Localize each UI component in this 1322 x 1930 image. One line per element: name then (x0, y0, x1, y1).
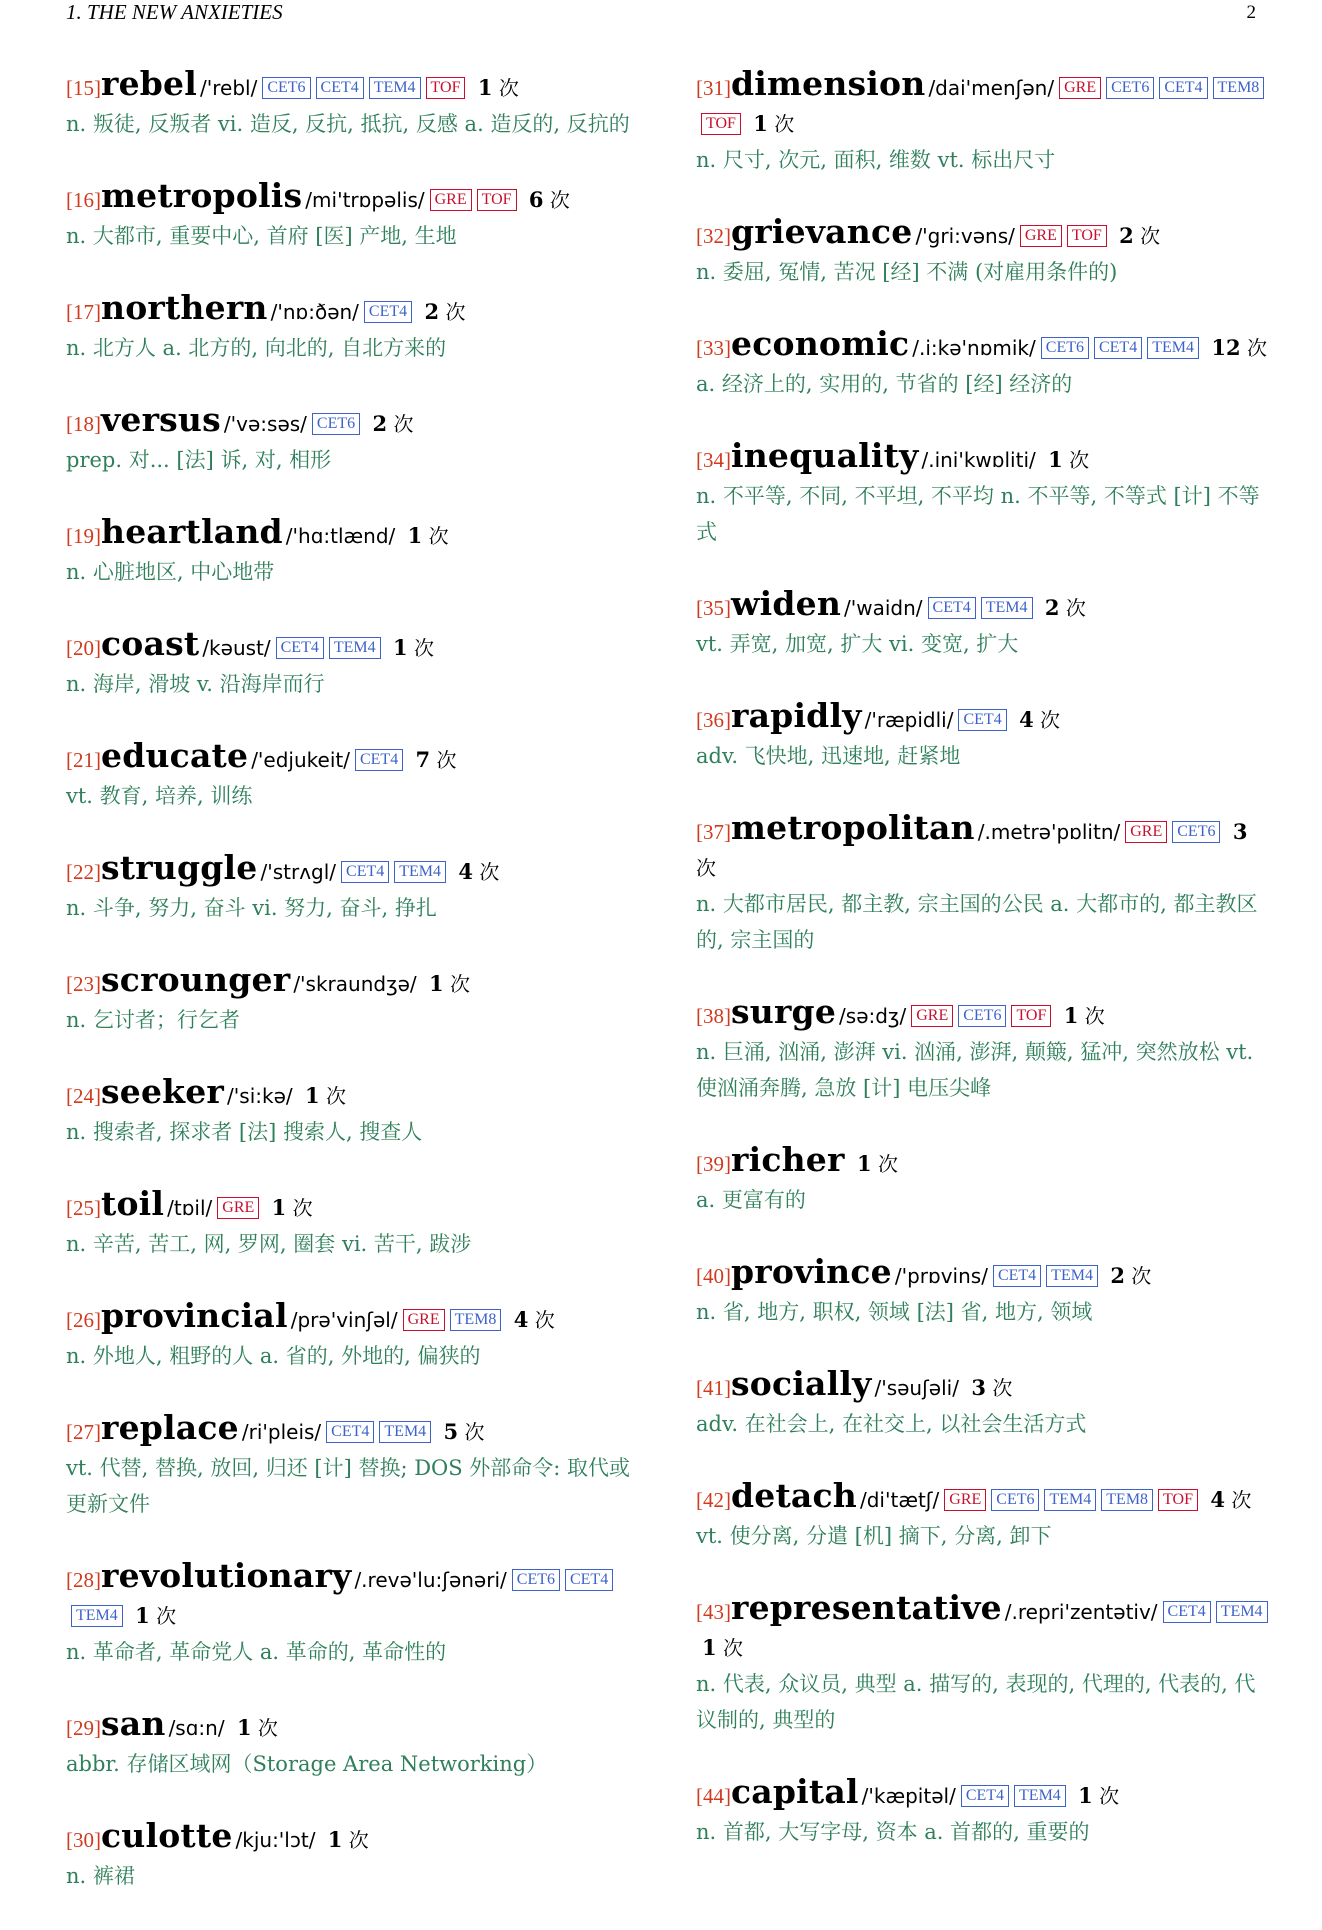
occurrence-unit: 次 (348, 1828, 369, 1852)
entry-index: [25] (66, 1196, 101, 1220)
entry-phonetic: /'hɑ:tlænd/ (285, 524, 396, 548)
occurrence-unit: 次 (498, 76, 519, 100)
entry-word: culotte (101, 1816, 233, 1855)
occurrence-unit: 次 (1246, 336, 1267, 360)
vocab-entry (696, 438, 1268, 550)
entry-headline (66, 1706, 636, 1746)
entry-phonetic: /mi'trɒpəlis/ (305, 188, 425, 212)
entry-definition: vt. 弄宽, 加宽, 扩大 vi. 变宽, 扩大 (696, 632, 1019, 656)
occurrence-count: 1 (304, 1083, 320, 1108)
occurrence-unit: 次 (1131, 1264, 1152, 1288)
exam-tag-badge: TEM4 (369, 77, 421, 99)
exam-tag-badge: TEM4 (1216, 1601, 1268, 1623)
exam-tag-badge: TOF (1011, 1005, 1051, 1027)
occurrence-count: 6 (528, 187, 544, 212)
occurrence-count: 3 (1232, 819, 1248, 844)
entry-index: [18] (66, 412, 101, 436)
entry-definition: n. 尺寸, 次元, 面积, 维数 vt. 标出尺寸 (696, 148, 1056, 172)
occurrence-count: 7 (415, 747, 431, 772)
occurrence-count: 1 (1078, 1783, 1093, 1808)
exam-tag-badge: CET6 (958, 1005, 1006, 1027)
entry-headline (66, 402, 636, 442)
exam-tag-badge: GRE (1020, 225, 1062, 247)
entry-index: [39] (696, 1152, 731, 1176)
page-number: 2 (1246, 2, 1256, 23)
entry-phonetic: /'edjukeit/ (251, 748, 350, 772)
vocab-entry (66, 1186, 636, 1262)
vocab-entry (66, 402, 636, 478)
occurrence-unit: 次 (877, 1152, 898, 1176)
entry-word: rapidly (731, 696, 862, 735)
entry-headline (66, 626, 636, 666)
exam-tag-badge: CET6 (262, 77, 310, 99)
vocab-entry (696, 1366, 1268, 1442)
entry-phonetic: /'prɒvins/ (894, 1264, 988, 1288)
occurrence-unit: 次 (436, 748, 457, 772)
entry-headline (66, 1074, 636, 1114)
entry-phonetic: /'rebl/ (200, 76, 258, 100)
occurrence-count: 3 (971, 1375, 986, 1400)
occurrence-unit: 次 (1084, 1004, 1105, 1028)
exam-tag-badge: CET4 (1159, 77, 1207, 99)
entry-word: coast (101, 624, 200, 663)
entry-headline (696, 1590, 1268, 1666)
entry-definition: n. 外地人, 粗野的人 a. 省的, 外地的, 偏狭的 (66, 1344, 481, 1368)
entry-word: richer (731, 1140, 845, 1179)
entry-index: [16] (66, 188, 101, 212)
entry-phonetic: /sə:dʒ/ (839, 1004, 907, 1028)
exam-tag-badge: GRE (1125, 821, 1167, 843)
exam-tag-badge: GRE (430, 189, 472, 211)
occurrence-count: 2 (424, 299, 440, 324)
entry-definition: n. 大都市, 重要中心, 首府 [医] 产地, 生地 (66, 224, 457, 248)
exam-tag-badge: TEM4 (981, 597, 1033, 619)
entry-index: [19] (66, 524, 101, 548)
entry-index: [22] (66, 860, 101, 884)
entry-definition: n. 海岸, 滑坡 v. 沿海岸而行 (66, 672, 325, 696)
vocab-entry (66, 178, 636, 254)
entry-index: [38] (696, 1004, 731, 1028)
entry-index: [29] (66, 1716, 101, 1740)
entry-headline (66, 850, 636, 890)
exam-tag-badge: CET4 (565, 1569, 613, 1591)
exam-tag-badge: TEM4 (1046, 1265, 1098, 1287)
entry-headline (66, 1410, 636, 1450)
occurrence-unit: 次 (696, 856, 716, 880)
entry-word: metropolitan (731, 808, 975, 847)
entry-headline (66, 66, 636, 106)
entry-phonetic: /.metrə'pɒlitn/ (977, 820, 1121, 844)
entry-phonetic: /dai'menʃən/ (928, 76, 1055, 100)
exam-tag-badge: CET6 (1172, 821, 1220, 843)
occurrence-unit: 次 (413, 636, 434, 660)
entry-index: [28] (66, 1568, 101, 1592)
entry-definition: vt. 代替, 替换, 放回, 归还 [计] 替换; DOS 外部命令: 取代或更新文件 (66, 1456, 631, 1516)
occurrence-unit: 次 (774, 112, 795, 136)
entry-word: grievance (731, 212, 913, 251)
entry-index: [30] (66, 1828, 101, 1852)
entry-definition: n. 裤裙 (66, 1864, 135, 1888)
entry-headline (66, 290, 636, 330)
entry-phonetic: /di'tætʃ/ (859, 1488, 940, 1512)
occurrence-unit: 次 (1065, 596, 1086, 620)
exam-tag-badge: CET4 (364, 301, 412, 323)
vocab-entry (696, 698, 1268, 774)
entry-headline (66, 1558, 636, 1634)
entry-index: [27] (66, 1420, 101, 1444)
entry-index: [21] (66, 748, 101, 772)
exam-tag-badge: GRE (944, 1489, 986, 1511)
entry-phonetic: /'və:səs/ (223, 412, 307, 436)
entry-definition: n. 代表, 众议员, 典型 a. 描写的, 表现的, 代理的, 代表的, 代议制的, 典型的 (696, 1672, 1256, 1732)
entry-definition: adv. 飞快地, 迅速地, 赶紧地 (696, 744, 961, 768)
entry-definition: n. 大都市居民, 都主教, 宗主国的公民 a. 大都市的, 都主教区的, 宗主国的 (696, 892, 1258, 952)
vocab-entry (66, 1410, 636, 1522)
occurrence-count: 2 (1044, 595, 1060, 620)
occurrence-unit: 次 (156, 1604, 177, 1628)
entry-phonetic: /'strʌgl/ (260, 860, 337, 884)
exam-tag-badge: CET6 (312, 413, 360, 435)
entry-index: [17] (66, 300, 101, 324)
entry-headline (696, 698, 1268, 738)
occurrence-unit: 次 (1099, 1784, 1120, 1808)
entry-headline (696, 1142, 1268, 1182)
vocab-entry (696, 810, 1268, 958)
entry-definition: a. 更富有的 (696, 1188, 806, 1212)
entry-index: [23] (66, 972, 101, 996)
exam-tag-badge: CET6 (512, 1569, 560, 1591)
vocab-entry (696, 326, 1268, 402)
left-column (66, 66, 636, 1930)
exam-tag-badge: CET4 (316, 77, 364, 99)
entry-index: [43] (696, 1600, 731, 1624)
entry-definition: abbr. 存储区域网（Storage Area Networking） (66, 1752, 548, 1776)
entry-word: revolutionary (101, 1556, 352, 1595)
entry-definition: n. 首都, 大写字母, 资本 a. 首都的, 重要的 (696, 1820, 1090, 1844)
vocab-entry (66, 514, 636, 590)
occurrence-count: 2 (1110, 1263, 1125, 1288)
exam-tag-badge: CET4 (355, 749, 403, 771)
chapter-title: 1. THE NEW ANXIETIES (66, 0, 283, 24)
occurrence-unit: 次 (549, 188, 570, 212)
entry-headline (66, 738, 636, 778)
vocab-entry (66, 962, 636, 1038)
vocab-entry (696, 1774, 1268, 1850)
vocab-entry (696, 1478, 1268, 1554)
exam-tag-badge: TEM4 (394, 861, 446, 883)
vocab-entry (66, 1298, 636, 1374)
occurrence-count: 1 (477, 75, 493, 100)
entry-word: capital (731, 1772, 859, 1811)
entry-definition: n. 北方人 a. 北方的, 向北的, 自北方来的 (66, 336, 447, 360)
exam-tag-badge: TEM8 (1213, 77, 1265, 99)
exam-tag-badge: CET6 (1106, 77, 1154, 99)
exam-tag-badge: TEM8 (1101, 1489, 1153, 1511)
vocab-entry (696, 994, 1268, 1106)
exam-tag-badge: CET4 (961, 1785, 1009, 1807)
entry-index: [20] (66, 636, 101, 660)
entry-definition: n. 不平等, 不同, 不平坦, 不平均 n. 不平等, 不等式 [计] 不等式 (696, 484, 1260, 544)
entry-word: widen (731, 584, 842, 623)
entry-word: replace (101, 1408, 239, 1447)
entry-phonetic: /'nɒ:ðən/ (270, 300, 359, 324)
entry-headline (696, 586, 1268, 626)
exam-tag-badge: CET4 (1163, 1601, 1211, 1623)
exam-tag-badge: CET6 (1041, 337, 1089, 359)
vocab-entry (696, 1142, 1268, 1218)
occurrence-count: 12 (1211, 335, 1241, 360)
occurrence-count: 5 (443, 1419, 459, 1444)
entry-word: inequality (731, 436, 919, 475)
entry-phonetic: /'skraundʒə/ (293, 972, 417, 996)
exam-tag-badge: TOF (1158, 1489, 1198, 1511)
entry-word: versus (101, 400, 221, 439)
occurrence-count: 1 (392, 635, 408, 660)
exam-tag-badge: CET6 (991, 1489, 1039, 1511)
entry-definition: vt. 使分离, 分遣 [机] 摘下, 分离, 卸下 (696, 1524, 1052, 1548)
entry-definition: n. 斗争, 努力, 奋斗 vi. 努力, 奋斗, 挣扎 (66, 896, 437, 920)
exam-tag-badge: TOF (701, 113, 741, 135)
exam-tag-badge: CET4 (1094, 337, 1142, 359)
occurrence-unit: 次 (722, 1636, 743, 1660)
occurrence-unit: 次 (445, 300, 466, 324)
entry-word: detach (731, 1476, 857, 1515)
entry-headline (696, 1478, 1268, 1518)
occurrence-unit: 次 (992, 1376, 1013, 1400)
exam-tag-badge: CET4 (276, 637, 324, 659)
entry-word: socially (731, 1364, 872, 1403)
entry-word: metropolis (101, 176, 303, 215)
exam-tag-badge: GRE (1059, 77, 1101, 99)
entry-index: [15] (66, 76, 101, 100)
entry-headline (696, 438, 1268, 478)
vocab-entry (696, 1254, 1268, 1330)
exam-tag-badge: TOF (1067, 225, 1107, 247)
entry-definition: prep. 对... [法] 诉, 对, 相形 (66, 448, 332, 472)
occurrence-count: 1 (1048, 447, 1063, 472)
exam-tag-badge: CET4 (326, 1421, 374, 1443)
entry-headline (66, 1298, 636, 1338)
exam-tag-badge: CET4 (993, 1265, 1041, 1287)
entry-definition: n. 乞讨者；行乞者 (66, 1008, 240, 1032)
exam-tag-badge: TEM4 (1014, 1785, 1066, 1807)
entry-headline (66, 178, 636, 218)
exam-tag-badge: CET4 (958, 709, 1006, 731)
entry-index: [32] (696, 224, 731, 248)
occurrence-unit: 次 (479, 860, 500, 884)
entry-definition: n. 巨涌, 汹涌, 澎湃 vi. 汹涌, 澎湃, 颠簸, 猛冲, 突然放松 vt. 使汹涌奔腾, 急放 [计] 电压尖峰 (696, 1040, 1254, 1100)
entry-index: [26] (66, 1308, 101, 1332)
entry-index: [36] (696, 708, 731, 732)
vocab-entry (66, 1558, 636, 1670)
exam-tag-badge: TEM4 (1044, 1489, 1096, 1511)
vocab-entry (696, 214, 1268, 290)
entry-definition: n. 心脏地区, 中心地带 (66, 560, 275, 584)
occurrence-unit: 次 (534, 1308, 555, 1332)
exam-tag-badge: CET4 (928, 597, 976, 619)
occurrence-count: 1 (429, 971, 444, 996)
vocab-entry (66, 66, 636, 142)
entry-index: [35] (696, 596, 731, 620)
entry-word: northern (101, 288, 268, 327)
vocab-entry (66, 626, 636, 702)
entry-word: representative (731, 1588, 1002, 1627)
occurrence-count: 1 (753, 111, 768, 136)
entry-word: heartland (101, 512, 283, 551)
entry-phonetic: /'gri:vəns/ (915, 224, 1015, 248)
entry-definition: n. 省, 地方, 职权, 领域 [法] 省, 地方, 领域 (696, 1300, 1093, 1324)
entry-word: toil (101, 1184, 165, 1223)
exam-tag-badge: TEM4 (329, 637, 381, 659)
exam-tag-badge: TEM8 (450, 1309, 502, 1331)
vocab-entry (66, 738, 636, 814)
occurrence-unit: 次 (1140, 224, 1161, 248)
entry-phonetic: /'si:kə/ (227, 1084, 293, 1108)
entry-headline (696, 214, 1268, 254)
entry-word: provincial (101, 1296, 288, 1335)
entry-word: san (101, 1704, 166, 1743)
occurrence-unit: 次 (1040, 708, 1061, 732)
entry-index: [24] (66, 1084, 101, 1108)
occurrence-unit: 次 (464, 1420, 485, 1444)
entry-phonetic: /'səuʃəli/ (874, 1376, 959, 1400)
entry-phonetic: /'waidn/ (844, 596, 923, 620)
exam-tag-badge: TOF (426, 77, 466, 99)
exam-tag-badge: CET4 (341, 861, 389, 883)
entry-phonetic: /.ini'kwɒliti/ (921, 448, 1036, 472)
page-header (66, 0, 1256, 30)
occurrence-count: 4 (1019, 707, 1034, 732)
exam-tag-badge: TEM4 (71, 1605, 123, 1627)
exam-tag-badge: TEM4 (379, 1421, 431, 1443)
entry-definition: adv. 在社会上, 在社交上, 以社会生活方式 (696, 1412, 1087, 1436)
entry-headline (66, 514, 636, 554)
entry-index: [31] (696, 76, 731, 100)
vocab-entry (696, 1590, 1268, 1738)
entry-phonetic: /.repri'zentətiv/ (1004, 1600, 1158, 1624)
exam-tag-badge: TEM4 (1147, 337, 1199, 359)
entry-headline (696, 1774, 1268, 1814)
vocab-entry (66, 290, 636, 366)
entry-word: educate (101, 736, 249, 775)
entry-headline (66, 1818, 636, 1858)
occurrence-unit: 次 (325, 1084, 346, 1108)
entry-index: [34] (696, 448, 731, 472)
entry-word: struggle (101, 848, 258, 887)
entry-index: [42] (696, 1488, 731, 1512)
occurrence-unit: 次 (450, 972, 471, 996)
entry-definition: a. 经济上的, 实用的, 节省的 [经] 经济的 (696, 372, 1073, 396)
entry-headline (696, 810, 1268, 886)
occurrence-count: 1 (1063, 1003, 1079, 1028)
entry-index: [41] (696, 1376, 731, 1400)
vocab-entry (66, 1074, 636, 1150)
occurrence-count: 1 (702, 1635, 717, 1660)
entry-word: dimension (731, 64, 926, 103)
exam-tag-badge: TOF (477, 189, 517, 211)
entry-definition: n. 搜索者, 探求者 [法] 搜索人, 搜查人 (66, 1120, 423, 1144)
entry-word: scrounger (101, 960, 291, 999)
entry-headline (696, 326, 1268, 366)
occurrence-count: 1 (407, 523, 423, 548)
exam-tag-badge: GRE (403, 1309, 445, 1331)
entry-definition: n. 叛徒, 反叛者 vi. 造反, 反抗, 抵抗, 反感 a. 造反的, 反抗的 (66, 112, 630, 136)
occurrence-count: 2 (372, 411, 388, 436)
occurrence-count: 1 (271, 1195, 287, 1220)
entry-word: surge (731, 992, 837, 1031)
occurrence-unit: 次 (292, 1196, 313, 1220)
vocab-entry (696, 586, 1268, 662)
vocab-entry (696, 66, 1268, 178)
entry-headline (66, 962, 636, 1002)
vocab-entry (66, 850, 636, 926)
occurrence-count: 1 (327, 1827, 343, 1852)
entry-word: seeker (101, 1072, 225, 1111)
occurrence-unit: 次 (1231, 1488, 1252, 1512)
right-column (696, 66, 1268, 1886)
entry-definition: vt. 教育, 培养, 训练 (66, 784, 253, 808)
occurrence-count: 1 (856, 1151, 872, 1176)
vocab-entry (66, 1706, 636, 1782)
entry-phonetic: /tɒil/ (167, 1196, 213, 1220)
occurrence-unit: 次 (428, 524, 449, 548)
entry-headline (66, 1186, 636, 1226)
occurrence-unit: 次 (1069, 448, 1090, 472)
entry-phonetic: /sɑ:n/ (168, 1716, 225, 1740)
entry-phonetic: /.revə'lu:ʃənəri/ (354, 1568, 507, 1592)
entry-index: [44] (696, 1784, 731, 1808)
entry-headline (696, 994, 1268, 1034)
entry-definition: n. 革命者, 革命党人 a. 革命的, 革命性的 (66, 1640, 447, 1664)
occurrence-count: 4 (513, 1307, 529, 1332)
entry-headline (696, 1366, 1268, 1406)
vocab-entry (66, 1818, 636, 1894)
entry-definition: n. 辛苦, 苦工, 网, 罗网, 圈套 vi. 苦干, 跋涉 (66, 1232, 472, 1256)
occurrence-count: 4 (458, 859, 474, 884)
entry-headline (696, 66, 1268, 142)
entry-phonetic: /'kæpitəl/ (861, 1784, 956, 1808)
exam-tag-badge: GRE (217, 1197, 259, 1219)
entry-phonetic: /.i:kə'nɒmik/ (912, 336, 1036, 360)
entry-index: [40] (696, 1264, 731, 1288)
occurrence-count: 1 (135, 1603, 150, 1628)
entry-headline (696, 1254, 1268, 1294)
entry-phonetic: /ri'pleis/ (241, 1420, 322, 1444)
entry-phonetic: /kəust/ (202, 636, 271, 660)
occurrence-unit: 次 (393, 412, 414, 436)
occurrence-count: 1 (236, 1715, 252, 1740)
entry-definition: n. 委屈, 冤情, 苦况 [经] 不满 (对雇用条件的) (696, 260, 1118, 284)
entry-word: economic (731, 324, 910, 363)
entry-phonetic: /'ræpidli/ (864, 708, 954, 732)
occurrence-count: 2 (1119, 223, 1134, 248)
entry-index: [33] (696, 336, 731, 360)
exam-tag-badge: GRE (911, 1005, 953, 1027)
occurrence-unit: 次 (257, 1716, 278, 1740)
entry-index: [37] (696, 820, 731, 844)
entry-word: rebel (101, 64, 197, 103)
entry-phonetic: /prə'vinʃəl/ (290, 1308, 398, 1332)
entry-phonetic: /kju:'lɔt/ (235, 1828, 316, 1852)
occurrence-count: 4 (1210, 1487, 1225, 1512)
entry-word: province (731, 1252, 892, 1291)
